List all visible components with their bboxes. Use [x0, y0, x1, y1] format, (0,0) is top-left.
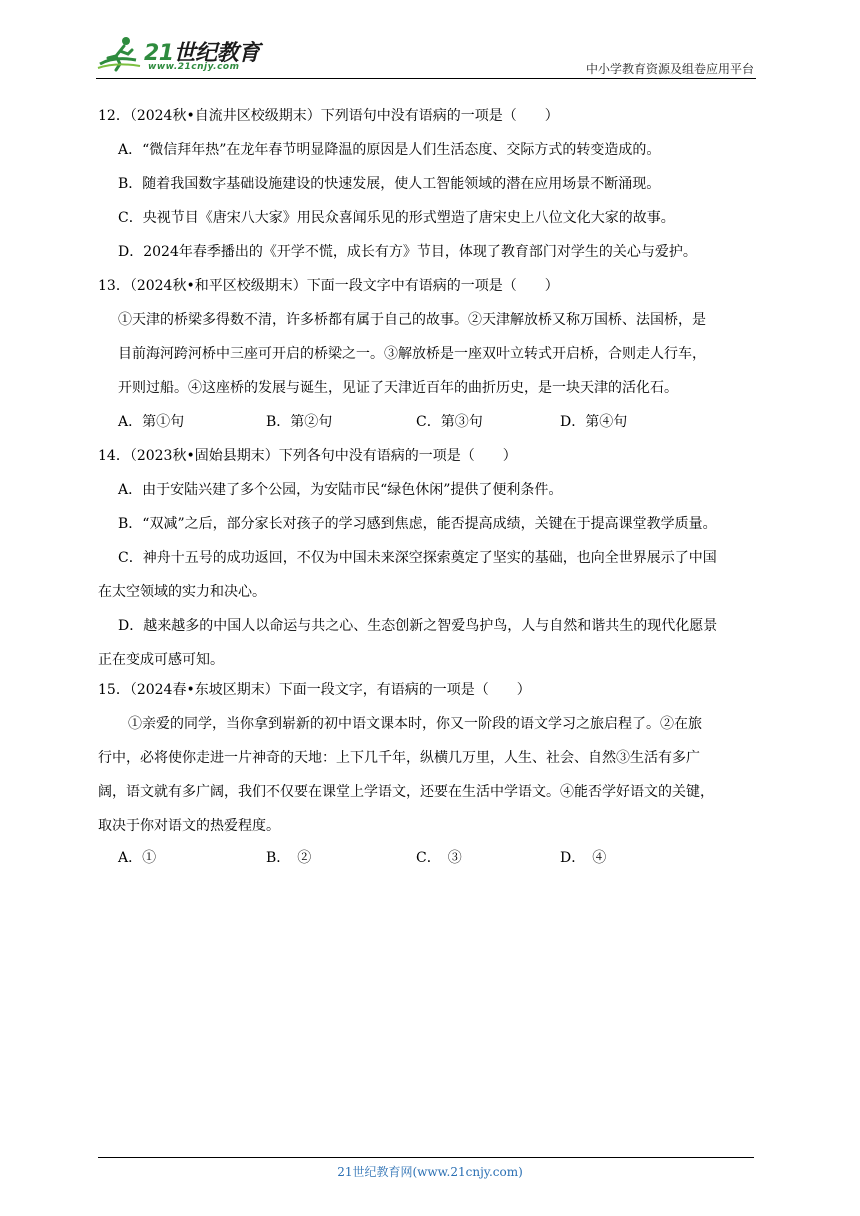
- question-15-passage-line-3: 阔，语文就有多广阔，我们不仅要在课堂上学语文，还要在生活中学语文。④能否学好语文的关键，: [98, 784, 714, 800]
- question-15-passage-line-1: ①亲爱的同学，当你拿到崭新的初中语文课本时，你又一阶段的语文学习之旅启程了。②在旅: [128, 716, 702, 732]
- question-15-stem: 15．（2024春•东坡区期末）下面一段文字，有语病的一项是（ ）: [98, 682, 531, 698]
- question-12-option-b: B．随着我国数字基础设施建设的快速发展，使人工智能领域的潜在应用场景不断涌现。: [118, 176, 661, 192]
- question-14-option-c-line-2: 在太空领域的实力和决心。: [98, 584, 266, 600]
- question-15-option-d: D． ④: [560, 850, 607, 866]
- question-13-stem: 13．（2024秋•和平区校级期末）下面一段文字中有语病的一项是（ ）: [98, 278, 559, 294]
- question-13-option-c: C．第③句: [416, 414, 483, 430]
- platform-name: 中小学教育资源及组卷应用平台: [585, 62, 754, 76]
- question-14-stem: 14．（2023秋•固始县期末）下列各句中没有语病的一项是（ ）: [98, 448, 517, 464]
- question-15-option-c: C． ③: [416, 850, 462, 866]
- question-12-stem: 12．（2024秋•自流井区校级期末）下列语句中没有语病的一项是（ ）: [98, 108, 559, 124]
- question-15-option-a: A．①: [118, 850, 157, 866]
- question-12-option-c: C．央视节目《唐宋八大家》用民众喜闻乐见的形式塑造了唐宋史上八位文化大家的故事。: [118, 210, 675, 226]
- question-14-option-c-line-1: C．神舟十五号的成功返回，不仅为中国未来深空探索奠定了坚实的基础，也向全世界展示了中国: [118, 550, 717, 566]
- question-13-passage-line-2: 目前海河跨河桥中三座可开启的桥梁之一。③解放桥是一座双叶立转式开启桥，合则走人行车，: [118, 346, 706, 362]
- question-15-passage-line-2: 行中，必将使你走进一片神奇的天地：上下几千年，纵横几万里，人生、社会、自然③生活有多广: [98, 750, 700, 766]
- footer-divider: [98, 1157, 754, 1158]
- question-15-passage-line-4: 取决于你对语文的热爱程度。: [98, 818, 280, 834]
- question-12-option-d: D．2024年春季播出的《开学不慌，成长有方》节目，体现了教育部门对学生的关心与爱护。: [118, 244, 697, 260]
- question-15-option-b: B． ②: [266, 850, 312, 866]
- footer-text[interactable]: 21世纪教育网(www.21cnjy.com): [337, 1165, 523, 1179]
- site-logo[interactable]: [96, 34, 266, 78]
- question-13-passage-line-1: ①天津的桥梁多得数不清，许多桥都有属于自己的故事。②天津解放桥又称万国桥、法国桥，是: [118, 312, 706, 328]
- question-12-option-a: A．“微信拜年热”在龙年春节明显降温的原因是人们生活态度、交际方式的转变造成的。: [118, 142, 661, 158]
- logo-url: www.21cnjy.com: [148, 62, 240, 72]
- question-14-option-d-line-2: 正在变成可感可知。: [98, 652, 224, 668]
- logo-title: 21世纪教育: [144, 41, 260, 66]
- question-13-option-d: D．第④句: [560, 414, 628, 430]
- question-14-option-b: B．“双减”之后，部分家长对孩子的学习感到焦虑，能否提高成绩，关键在于提高课堂教学质量。: [118, 516, 717, 532]
- runner-logo-icon: [96, 34, 142, 74]
- question-14-option-d-line-1: D．越来越多的中国人以命运与共之心、生态创新之智爱鸟护鸟，人与自然和谐共生的现代化愿景: [118, 618, 718, 634]
- question-13-passage-line-3: 开则过船。④这座桥的发展与诞生，见证了天津近百年的曲折历史，是一块天津的活化石。: [118, 380, 678, 396]
- question-14-option-a: A．由于安陆兴建了多个公园，为安陆市民“绿色休闲”提供了便利条件。: [118, 482, 563, 498]
- question-13-option-b: B．第②句: [266, 414, 333, 430]
- page-header: [96, 30, 756, 79]
- question-13-option-a: A．第①句: [118, 414, 185, 430]
